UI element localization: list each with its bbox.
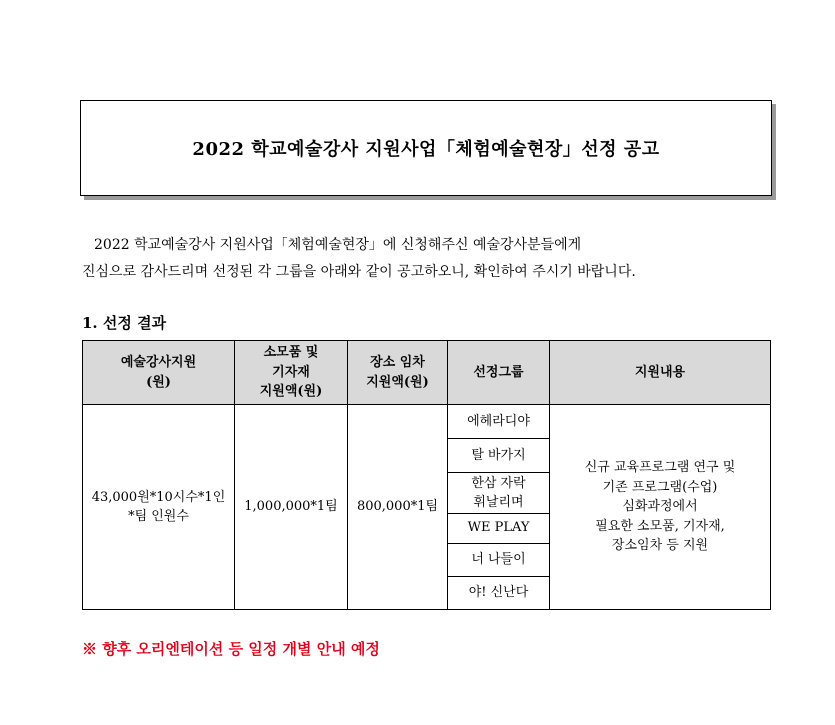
- group-cell: 탈 바가지: [448, 439, 550, 473]
- group-cell: [448, 473, 550, 513]
- header-line: 장소 임차: [370, 355, 425, 371]
- value-line: 43,000원*10시수*1인: [91, 489, 226, 505]
- header-instructor-support: [83, 341, 235, 405]
- group-line: 한삼 자락: [471, 475, 526, 491]
- group-cell: 야! 신난다: [448, 576, 550, 609]
- support-content-value: [550, 405, 771, 610]
- intro-line-2: 진심으로 감사드리며 선정된 각 그룹을 아래와 같이 공고하오니, 확인하여 주시기 바랍니다.: [82, 264, 636, 280]
- results-table: [82, 340, 771, 610]
- header-line: 기자재: [272, 364, 310, 380]
- header-selected-groups: 선정그룹: [448, 341, 550, 405]
- title-box: [80, 100, 772, 196]
- group-cell: WE PLAY: [448, 513, 550, 543]
- table-header-row: [83, 341, 771, 405]
- props-support-value: 1,000,000*1팀: [235, 405, 348, 610]
- document-title: 2022 학교예술강사 지원사업「체험예술현장」선정 공고: [192, 139, 660, 160]
- notice-text: ※ 향후 오리엔테이션 등 일정 개별 안내 예정: [82, 640, 380, 658]
- header-support-content: 지원내용: [550, 341, 771, 405]
- intro-line-1: 2022 학교예술강사 지원사업「체험예술현장」에 신청해주신 예술강사분들에게: [94, 237, 582, 253]
- header-venue-support: [348, 341, 448, 405]
- instructor-support-value: [83, 405, 235, 610]
- content-line: 심화과정에서: [622, 499, 698, 515]
- venue-support-value: 800,000*1팀: [348, 405, 448, 610]
- section-heading: 1. 선정 결과: [82, 314, 167, 332]
- header-line: (원): [146, 374, 171, 390]
- content-line: 신규 교육프로그램 연구 및: [584, 460, 736, 476]
- header-props-support: [235, 341, 348, 405]
- content-line: 기존 프로그램(수업): [602, 479, 718, 495]
- group-cell: 너 나들이: [448, 543, 550, 576]
- value-line: *팀 인원수: [128, 509, 189, 525]
- group-line: 휘날리며: [473, 495, 524, 511]
- header-line: 소모품 및: [263, 345, 319, 361]
- header-line: 지원액(원): [366, 374, 429, 390]
- header-line: 지원액(원): [259, 384, 323, 400]
- content-line: 장소임차 등 지원: [611, 538, 709, 554]
- group-cell: 에헤라디야: [448, 405, 550, 439]
- table-row: [83, 405, 771, 439]
- content-line: 필요한 소모품, 기자재,: [595, 518, 725, 534]
- header-line: 예술강사지원: [120, 355, 197, 371]
